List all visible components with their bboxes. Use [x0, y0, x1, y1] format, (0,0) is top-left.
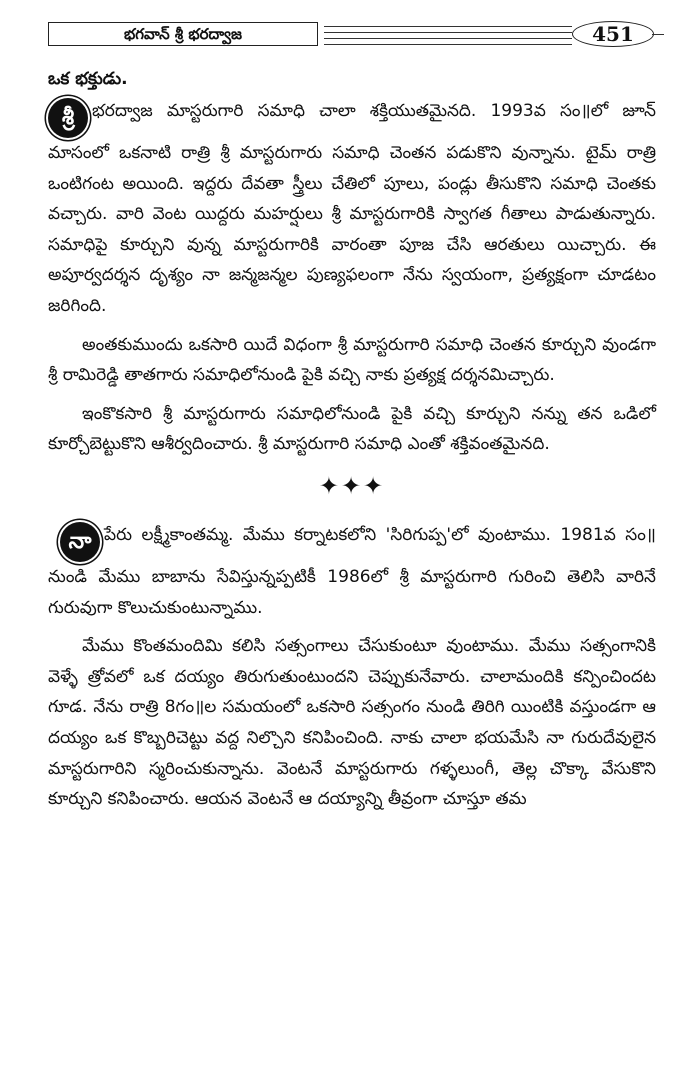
header-rule	[324, 26, 572, 27]
paragraph: అంతకుముందు ఒకసారి యిదే విధంగా శ్రీ మాస్టరుగారి సమాధి చెంతన కూర్చుని వుండగా శ్రీ రామిరెడ్డి తాతగారు సమాధిలోనుండి పైకి వచ్చి నాకు ప్రత్యక్ష దర్శనమిచ్చారు.	[48, 334, 656, 386]
header-rule	[324, 32, 572, 33]
paragraph-text: పేరు లక్ష్మీకాంతమ్మ. మేము కర్నాటకలోని 'సిరిగుప్ప'లో వుంటాము. 1981వ సం॥నుండి మేము బాబాను సేవిస్తున్నప్పటికీ 1986లో శ్రీ మాస్టరుగారి గురించి తెలిసి వారినే గురువుగా కొలుచుకుంటున్నాము.	[48, 524, 656, 618]
paragraph	[48, 520, 656, 623]
page-number: 451	[572, 21, 654, 47]
header-rule	[652, 34, 664, 35]
paragraph	[48, 96, 656, 322]
section-divider-ornament: ✦✦✦	[318, 471, 386, 500]
paragraph: ఇంకొకసారి శ్రీ మాస్టరుగారు సమాధిలోనుండి పైకి వచ్చి కూర్చుని నన్ను తన ఒడిలో కూర్చోబెట్టుకొని ఆశీర్వదించారు. శ్రీ మాస్టరుగారి సమాధి ఎంతో శక్తివంతమైనది.	[48, 403, 656, 455]
drop-cap: శ్రీ	[48, 98, 88, 138]
header-rule	[324, 44, 572, 45]
paragraph: మేము కొంతమందిమి కలిసి సత్సంగాలు చేసుకుంటూ వుంటాము. మేము సత్సంగానికి వెళ్ళే త్రోవలో ఒక దయ్యం తిరుగుతుంటుందని చెప్పుకునేవారు. చాలామందికి కన్పించిందట గూడ. నేను రాత్రి 8గం॥ల సమయంలో ఒకసారి సత్సంగం నుండి తిరిగి యింటికి వస్తుండగా ఆ దయ్యం ఒక కొబ్బరిచెట్టు వద్ద నిల్చొని కనిపించింది. నాకు చాలా భయమేసి నా గురుదేవులైన మాస్టరుగారిని స్మరించుకున్నాను. వెంటనే మాస్టరుగారు గళ్ళలుంగీ, తెల్ల చొక్కా వేసుకొని కూర్చుని కనిపించారు. ఆయన వెంటనే ఆ దయ్యాన్ని తీవ్రంగా చూస్తూ తమ	[48, 636, 656, 810]
page-body	[48, 64, 656, 823]
drop-cap: నా	[60, 522, 100, 562]
header-rule	[324, 38, 572, 39]
section-subtitle: ఒక భక్తుడు.	[48, 69, 128, 89]
page-header	[48, 22, 662, 48]
running-title: భగవాన్ శ్రీ భరద్వాజ	[48, 22, 318, 46]
paragraph-text: భరద్వాజ మాస్టరుగారి సమాధి చాలా శక్తియుతమైనది. 1993వ సం॥లో జూన్ మాసంలో ఒకనాటి రాత్రి శ్రీ మాస్టరుగారు సమాధి చెంతన పడుకొని వున్నాను. టైమ్ రాత్రి ఒంటిగంట అయింది. ఇద్దరు దేవతా స్త్రీలు చేతిలో పూలు, పండ్లు తీసుకొని సమాధి చెంతకు వచ్చారు. వారి వెంట యిద్దరు మహర్షులు శ్రీ మాస్టరుగారికి స్వాగత గీతాలు పాడుతున్నారు. సమాధిపై కూర్చుని వున్న మాస్టరుగారికి వారంతా పూజ చేసి ఆరతులు యిచ్చారు. ఈ అపూర్వదర్శన దృశ్యం నా జన్మజన్మల పుణ్యఫలంగా నేను స్వయంగా, ప్రత్యక్షంగా చూడటం జరిగింది.	[48, 101, 656, 316]
